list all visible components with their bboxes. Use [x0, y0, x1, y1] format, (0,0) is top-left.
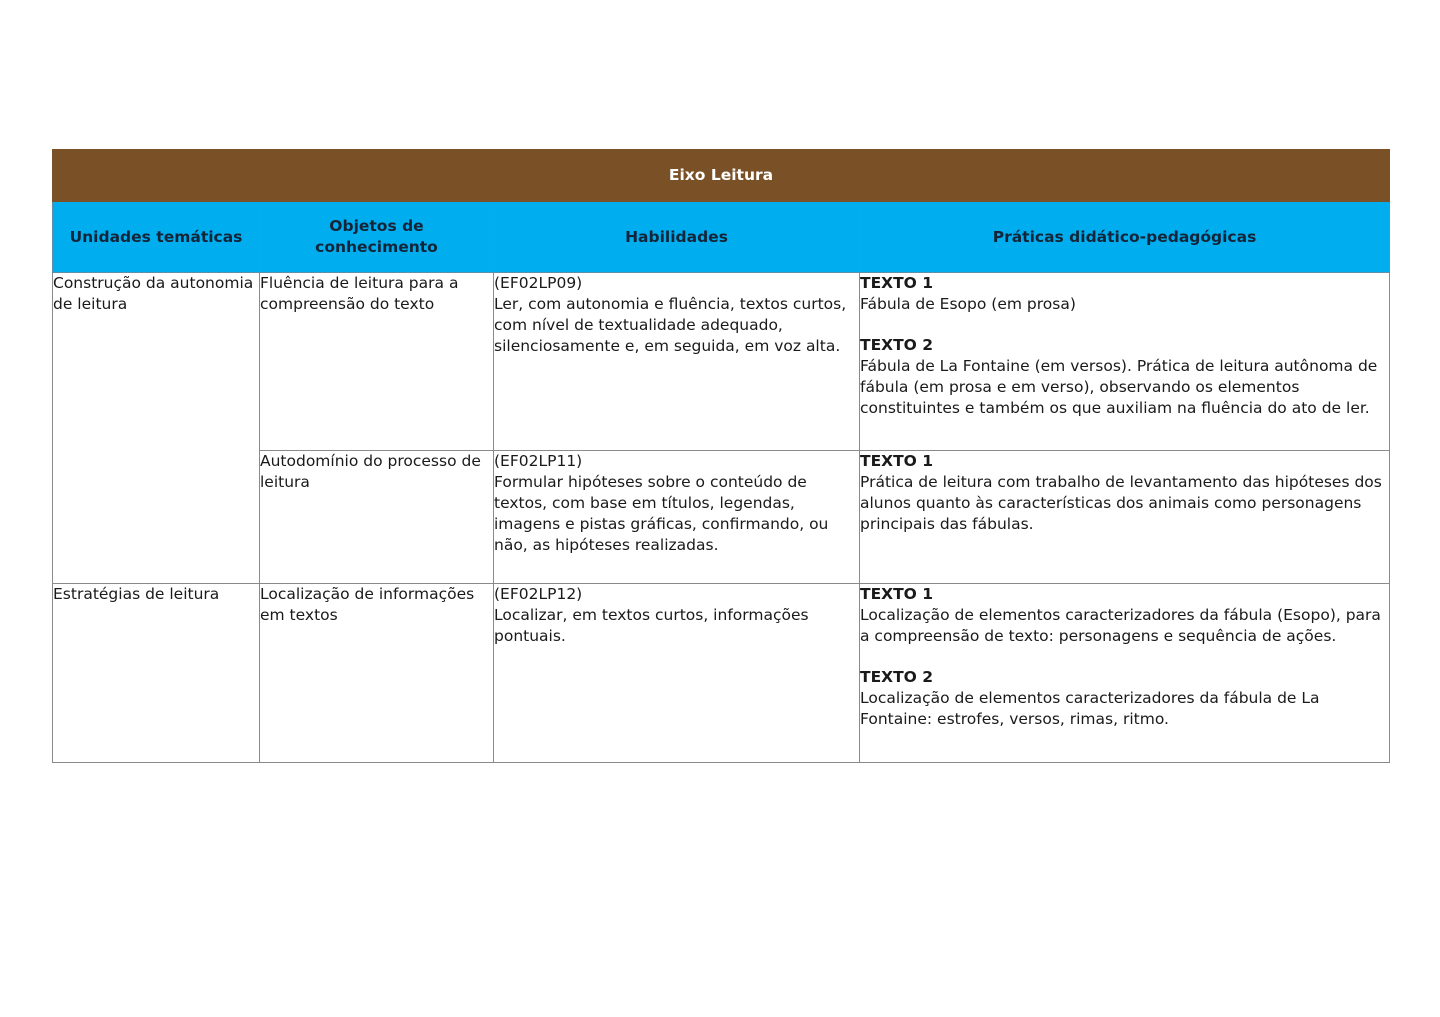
objeto-cell	[260, 273, 494, 451]
texto-label: TEXTO 1	[860, 274, 934, 292]
unidade-cell	[53, 273, 260, 584]
objeto-text: Fluência de leitura para a compreensão do texto	[260, 274, 459, 313]
praticas-cell	[860, 273, 1390, 451]
habilidade-text: Formular hipóteses sobre o conteúdo de textos, com base em títulos, legendas, imagens e pistas gráficas, confirmando, ou não, as hipóteses realizadas.	[494, 473, 829, 554]
objeto-text: Localização de informações em textos	[260, 585, 475, 624]
habilidade-code: (EF02LP09)	[494, 274, 583, 292]
texto-block	[860, 584, 1389, 647]
texto-body: Fábula de Esopo (em prosa)	[860, 295, 1076, 313]
curriculum-table	[52, 149, 1390, 763]
texto-block	[860, 451, 1389, 535]
praticas-cell	[860, 451, 1390, 584]
habilidade-cell	[494, 273, 860, 451]
texto-block	[860, 335, 1389, 419]
texto-label: TEXTO 2	[860, 336, 934, 354]
texto-label: TEXTO 2	[860, 668, 934, 686]
texto-block	[860, 667, 1389, 730]
header-praticas: Práticas didático-pedagógicas	[860, 202, 1390, 273]
texto-body: Localização de elementos caracterizadores da fábula (Esopo), para a compreensão de texto: personagens e sequência de ações.	[860, 606, 1381, 645]
unidade-text: Construção da autonomia de leitura	[53, 274, 254, 313]
table-header-row	[53, 202, 1390, 273]
texto-body: Prática de leitura com trabalho de levantamento das hipóteses dos alunos quanto às características dos animais como personagens principais das fábulas.	[860, 473, 1382, 533]
habilidade-code: (EF02LP12)	[494, 585, 583, 603]
table-title-row	[53, 150, 1390, 202]
header-habilidades: Habilidades	[494, 202, 860, 273]
objeto-cell	[260, 451, 494, 584]
unidade-cell	[53, 584, 260, 763]
unidade-text: Estratégias de leitura	[53, 585, 220, 603]
texto-label: TEXTO 1	[860, 452, 934, 470]
header-unidades: Unidades temáticas	[53, 202, 260, 273]
table-row	[53, 584, 1390, 763]
texto-block	[860, 273, 1389, 315]
objeto-text: Autodomínio do processo de leitura	[260, 452, 481, 491]
table-row	[53, 273, 1390, 451]
texto-body: Localização de elementos caracterizadores da fábula de La Fontaine: estrofes, versos, rimas, ritmo.	[860, 689, 1320, 728]
objeto-cell	[260, 584, 494, 763]
praticas-cell	[860, 584, 1390, 763]
header-objetos: Objetos de conhecimento	[260, 202, 494, 273]
habilidade-code: (EF02LP11)	[494, 452, 583, 470]
habilidade-cell	[494, 584, 860, 763]
texto-label: TEXTO 1	[860, 585, 934, 603]
habilidade-text: Ler, com autonomia e fluência, textos curtos, com nível de textualidade adequado, silenciosamente e, em seguida, em voz alta.	[494, 295, 847, 355]
habilidade-cell	[494, 451, 860, 584]
habilidade-text: Localizar, em textos curtos, informações pontuais.	[494, 606, 809, 645]
table-title: Eixo Leitura	[53, 150, 1390, 202]
texto-body: Fábula de La Fontaine (em versos). Prática de leitura autônoma de fábula (em prosa e em verso), observando os elementos constituintes e também os que auxiliam na fluência do ato de ler.	[860, 357, 1378, 417]
